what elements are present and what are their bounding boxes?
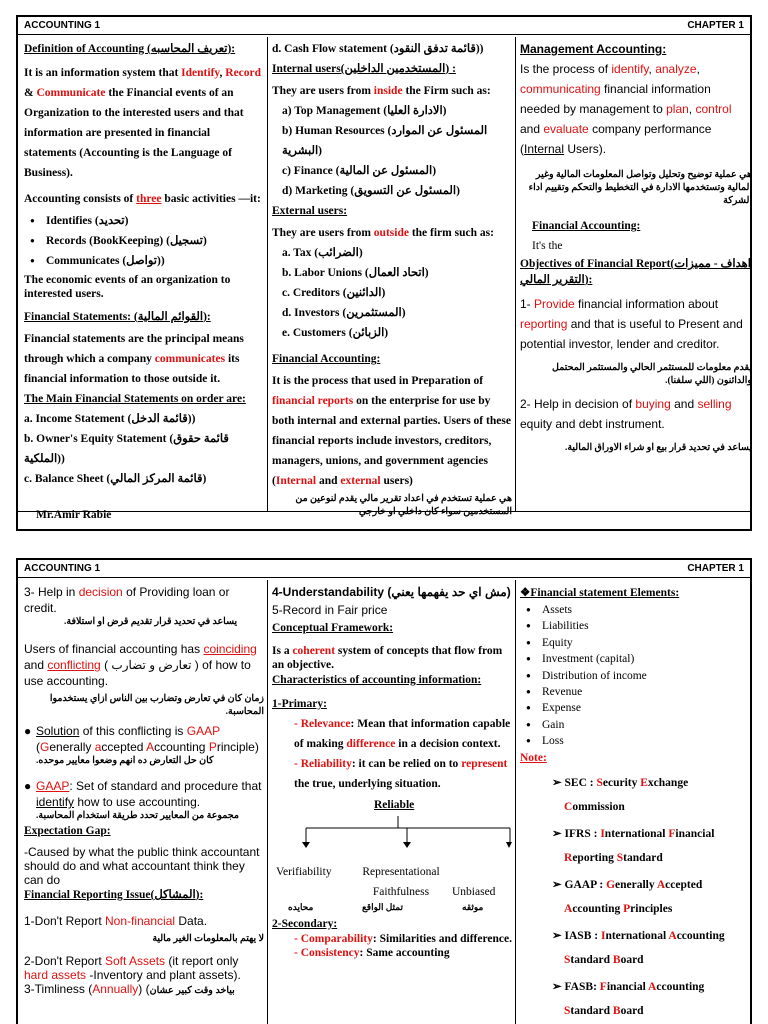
column-3 xyxy=(520,584,752,1021)
note-line xyxy=(520,926,752,946)
objective-3: 3- Help in decision of Providing loan or credit. xyxy=(24,585,230,615)
note-sep: : xyxy=(591,929,601,942)
note-word: oard xyxy=(620,1004,644,1017)
users-text: Users of financial accounting has coinciding and conflicting ( تعارض و تضارب ) of how to use accounting. xyxy=(24,642,257,688)
note-word: ommission xyxy=(572,800,625,813)
note-initial: A xyxy=(564,902,573,915)
author-signature: Mr.Amir Rabie xyxy=(36,509,112,521)
arrow-icon: ➢ xyxy=(552,878,562,891)
section-title: Financial Accounting: xyxy=(532,220,641,232)
definition-text: It is an information system that Identify, Record & Communicate the Financial events of an Organization to the interested users and that information are presented in financial statements (Accounting is the Language of Business). xyxy=(24,67,262,179)
note-initial: A xyxy=(656,878,666,891)
tree-root-label: Reliable xyxy=(374,799,415,811)
list-item: ● Equity xyxy=(520,635,752,651)
column-1 xyxy=(24,39,264,489)
page-header xyxy=(18,560,750,578)
note-sep: : xyxy=(590,827,601,840)
section-title: 2-Secondary: xyxy=(272,918,338,930)
item-understandability: 4-Understandability (مش اي حد يفهمها يعني) xyxy=(272,585,511,599)
note-line xyxy=(520,977,752,997)
note-word: tandard xyxy=(570,953,613,966)
list-item: ● Revenue xyxy=(520,684,752,700)
tree-arabic xyxy=(272,902,512,916)
reliability-text: - Reliability: it can be relied on to represent the true, underlying situation. xyxy=(294,758,508,790)
note-initial: S xyxy=(564,1004,571,1017)
note-word: xchange xyxy=(647,776,689,789)
list-item: b. Owner's Equity Statement (قائمة حقوق الملكية)) xyxy=(24,433,229,465)
list-item: c. Balance Sheet (قائمة المركز المالي) xyxy=(24,473,207,485)
relevance-text: - Relevance: Mean that information capable of making difference in a decision context. xyxy=(294,718,511,750)
list-item: a) Top Management (الادارة العليا) xyxy=(282,105,447,117)
list-item: ● Loss xyxy=(520,733,752,749)
list-item: a. Income Statement (قائمة الدخل)) xyxy=(24,413,196,425)
management-text: Is the process of identify, analyze, communicating financial information needed by management to plan, control and evaluate company performance (Internal Users). xyxy=(520,62,732,156)
note-word: nternational xyxy=(605,929,669,942)
note-initial: A xyxy=(668,929,677,942)
tree-arabic-label: تمثل الواقع xyxy=(362,902,403,912)
list-item: b. Labor Unions (اتحاد العمال) xyxy=(282,267,429,279)
section-title: External users: xyxy=(272,205,348,217)
note-abbr: GAAP xyxy=(561,878,597,891)
arabic-note: يساعد في تحديد قرار بيع او شراء الاوراق المالية. xyxy=(564,443,752,453)
note-item xyxy=(520,926,752,970)
note-word: ccounting xyxy=(676,929,725,942)
objective-2: 2- Help in decision of buying and selling equity and debt instrument. xyxy=(520,397,732,431)
note-initial: B xyxy=(612,1004,621,1017)
note-initial: E xyxy=(640,776,648,789)
column-divider xyxy=(515,37,516,511)
note-initial: G xyxy=(606,878,616,891)
note-initial: S xyxy=(564,953,571,966)
column-divider xyxy=(515,580,516,1024)
note-line-2 xyxy=(520,797,752,817)
note-initial: I xyxy=(600,827,605,840)
note-initial: I xyxy=(600,929,606,942)
note-item xyxy=(520,977,752,1021)
note-line-2 xyxy=(520,1001,752,1021)
arabic-note: يساعد في تحديد قرار تقديم قرض او استلافة. xyxy=(64,617,238,627)
section-title: The Main Financial Statements on order are: xyxy=(24,393,246,405)
list-item: e. Customers (الزبائن) xyxy=(282,327,389,339)
note-initial: S xyxy=(596,776,603,789)
solution-text: ● Solution of this conflicting is GAAP (Generally accepted Accounting Principle) xyxy=(24,724,259,754)
note-word: nternational xyxy=(604,827,669,840)
section-title: Objectives of Financial Report(اهداف - مميزات التقرير المالي): xyxy=(520,258,751,286)
reliable-tree xyxy=(272,800,512,862)
internal-text: They are users from inside the Firm such as: xyxy=(272,85,491,97)
financial-accounting-text: It is the process that used in Preparation of financial reports on the enterprise for use by both internal and external parties. Users of these financial reports include investors, creditors, managers, unions, and government agencies (Internal and external users) xyxy=(272,375,511,487)
column-divider xyxy=(267,580,268,1024)
list-item: ● Expense xyxy=(520,700,752,716)
list-item: d. Investors (المستثمرين) xyxy=(282,307,406,319)
column-divider xyxy=(267,37,268,511)
section-title: Expectation Gap: xyxy=(24,825,111,837)
arabic-note: مجموعة من المعايير تحدد طريقة استخدام المحاسبة. xyxy=(36,811,240,821)
arabic-note: زمان كان في تعارض وتضارب بين الناس ازاي يستخدموا المحاسبة. xyxy=(49,694,264,717)
note-line xyxy=(520,875,752,895)
list-item: d. Cash Flow statement (قائمة تدفق النقود)) xyxy=(272,43,484,55)
header-chapter: CHAPTER 1 xyxy=(687,563,744,574)
note-word: inancial xyxy=(606,980,649,993)
note-line xyxy=(520,824,752,844)
note-line-2 xyxy=(520,848,752,868)
financial-accounting-text: It's the xyxy=(532,240,563,252)
list-item: ● Identifies (تحديد) xyxy=(24,211,264,231)
note-word: ccepted xyxy=(665,878,703,891)
comparability-text: - Comparability: Similarities and difference. xyxy=(294,933,512,945)
external-text: They are users from outside the firm such as: xyxy=(272,227,494,239)
note-label: Note: xyxy=(520,751,547,764)
note-initial: R xyxy=(564,851,573,864)
note-initial: A xyxy=(648,980,657,993)
arabic-note: لا يهتم بالمعلومات الغير مالية xyxy=(152,934,264,944)
list-item: ● Records (BookKeeping) (تسجيل) xyxy=(24,231,264,251)
arabic-note: كان حل التعارض ده انهم وضعوا معايير موحده. xyxy=(36,756,214,766)
note-word: ecurity xyxy=(602,776,641,789)
note-word: eporting xyxy=(572,851,617,864)
arabic-note: هي عملية تستخدم في اعداد تقرير مالي يقدم لنوعين من المستخدمين سواء كان داخلي او خارجي xyxy=(295,494,512,517)
section-title: ❖Financial statement Elements: xyxy=(520,587,680,599)
item-fair-price: 5-Record in Fair price xyxy=(272,603,388,617)
section-title: Financial Statements: (القوائم المالية): xyxy=(24,311,211,323)
list-item: ● Investment (capital) xyxy=(520,651,752,667)
note-word: enerally xyxy=(615,878,657,891)
note-word: tandard xyxy=(623,851,663,864)
list-item: ● Distribution of income xyxy=(520,668,752,684)
header-course: ACCOUNTING 1 xyxy=(24,20,101,31)
section-title: Financial Accounting: xyxy=(272,353,381,365)
objective-1: 1- Provide financial information about reporting and that is useful to Present and potential investor, lender and creditor. xyxy=(520,297,743,351)
section-title: Management Accounting: xyxy=(520,42,667,56)
issue-3: 3-Timliness (Annually) (بياخد وقت كبير عشان xyxy=(24,982,235,996)
note-initial: C xyxy=(564,800,573,813)
list-item: a. Tax (الضرائب) xyxy=(282,247,363,259)
header-course: ACCOUNTING 1 xyxy=(24,563,101,574)
page-2 xyxy=(16,558,752,1024)
column-2 xyxy=(272,584,512,960)
note-item xyxy=(520,773,752,817)
list-item: ● Communicates (تواصل)) xyxy=(24,251,264,271)
list-item: c. Creditors (الدائنين) xyxy=(282,287,386,299)
arrow-icon: ➢ xyxy=(552,776,562,789)
arabic-note: هي عملية توضيح وتحليل وتواصل المعلومات المالية وغير المالية وتستخدمها الادارة في التخطيط والتحكم وتقييم اداء الشركة xyxy=(528,170,752,206)
note-word: tandard xyxy=(570,1004,613,1017)
list-item: d) Marketing (المسئول عن التسويق) xyxy=(282,185,460,197)
note-initial: F xyxy=(668,827,676,840)
section-title: 1-Primary: xyxy=(272,698,327,710)
page-1 xyxy=(16,15,752,531)
note-sep: : xyxy=(593,980,600,993)
note-abbr: IFRS xyxy=(561,827,591,840)
tree-leaves xyxy=(272,862,512,906)
arrow-icon: ➢ xyxy=(552,827,562,840)
note-line-2 xyxy=(520,950,752,970)
consistency-text: - Consistency: Same accounting xyxy=(294,947,450,959)
note-item xyxy=(520,875,752,919)
note-initial: F xyxy=(599,980,607,993)
section-title: Conceptual Framework: xyxy=(272,622,394,634)
section-title: Financial Reporting Issue(المشاكل): xyxy=(24,889,204,901)
issue-1: 1-Don't Report Non-financial Data. xyxy=(24,914,208,928)
list-item: ● Liabilities xyxy=(520,618,752,634)
note-sep: : xyxy=(586,776,597,789)
column-2 xyxy=(272,39,512,519)
list-item: ● Assets xyxy=(520,602,752,618)
tree-leaf: Verifiability xyxy=(276,866,332,878)
note-line xyxy=(520,773,752,793)
economic-text: The economic events of an organization to interested users. xyxy=(24,274,231,300)
list-item: c) Finance (المسئول عن المالية) xyxy=(282,165,437,177)
header-chapter: CHAPTER 1 xyxy=(687,20,744,31)
arabic-note: يقدم معلومات للمستثمر الحالي والمستثمر المحتمل والدائنون (اللي سلفنا). xyxy=(552,363,752,386)
notes-list xyxy=(520,773,752,1021)
note-word: ccounting xyxy=(572,902,624,915)
note-abbr: SEC xyxy=(561,776,587,789)
tree-connectors xyxy=(272,800,512,862)
tree-leaf: Representational Faithfulness xyxy=(362,866,440,898)
note-word: inancial xyxy=(675,827,715,840)
tree-leaf: Unbiased xyxy=(452,886,496,898)
page-header xyxy=(18,17,750,35)
activities-list xyxy=(24,211,264,271)
note-initial: S xyxy=(616,851,624,864)
arrow-icon: ➢ xyxy=(552,929,562,942)
section-title: Characteristics of accounting information: xyxy=(272,674,482,686)
framework-text: Is a coherent system of concepts that flow from an objective. xyxy=(272,645,503,671)
gaap-text: ● GAAP: Set of standard and procedure that identify how to use accounting. xyxy=(24,779,262,809)
note-word: ccounting xyxy=(656,980,705,993)
section-title: Definition of Accounting (تعريف المحاسبه): xyxy=(24,43,236,55)
tree-arabic-label: موثقه xyxy=(462,902,484,912)
list-item: ● Gain xyxy=(520,717,752,733)
statements-text: Financial statements are the principal means through which a company communicates its financial information to those outside it. xyxy=(24,333,244,385)
note-abbr: IASB xyxy=(561,929,592,942)
note-abbr: FASB xyxy=(561,980,594,993)
note-word: oard xyxy=(620,953,644,966)
column-1 xyxy=(24,584,264,998)
column-3 xyxy=(520,39,752,455)
gap-text: -Caused by what the public think accountant should do and what accountant think they can do xyxy=(24,845,260,887)
arrow-icon: ➢ xyxy=(552,980,562,993)
list-item: b) Human Resources (المسئول عن الموارد البشرية) xyxy=(282,125,488,157)
note-initial: B xyxy=(612,953,621,966)
elements-list xyxy=(520,602,752,750)
section-title: Internal users(المستخدمين الداخلين) : xyxy=(272,63,456,75)
note-initial: P xyxy=(623,902,631,915)
issue-2: 2-Don't Report Soft Assets (it report only hard assets -Inventory and plant assets). xyxy=(24,954,241,982)
consists-text: Accounting consists of three basic activities —it: xyxy=(24,193,261,205)
note-line-2 xyxy=(520,899,752,919)
note-word: rinciples xyxy=(630,902,673,915)
note-item xyxy=(520,824,752,868)
tree-arabic-label: محايده xyxy=(288,902,314,912)
note-sep: : xyxy=(596,878,607,891)
